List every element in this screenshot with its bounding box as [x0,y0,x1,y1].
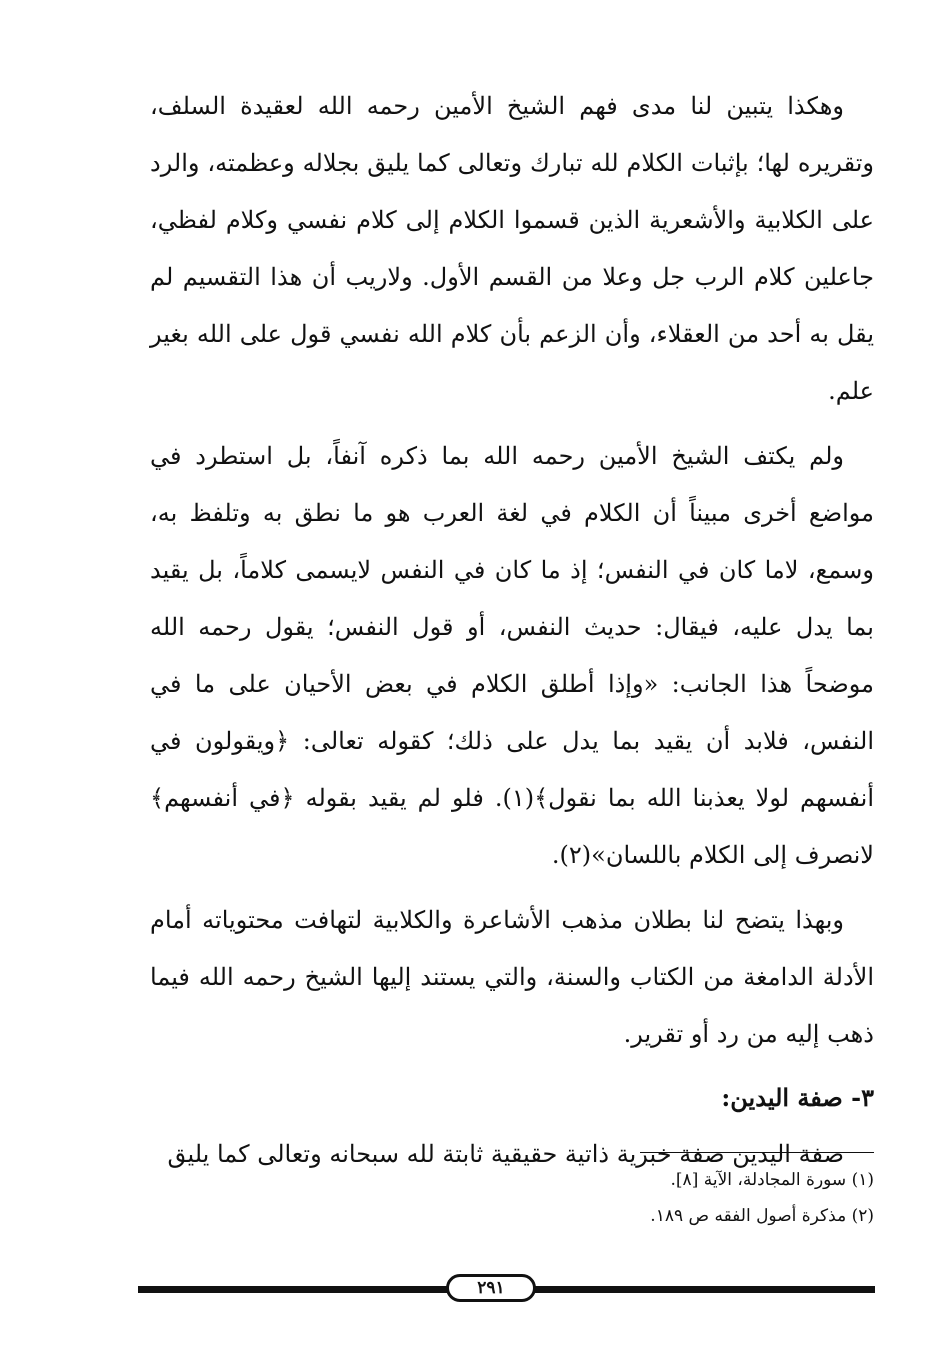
main-text [150,78,874,1183]
section-heading: ٣- صفة اليدين: [721,1083,874,1112]
footnote-2: (٢) مذكرة أصول الفقه ص ١٨٩. [650,1206,874,1226]
paragraph-1: وهكذا يتبين لنا مدى فهم الشيخ الأمين رحمه الله لعقيدة السلف، وتقريره لها؛ بإثبات الكلام لله تبارك وتعالى كما يليق بجلاله وعظمته، والرد على الكلابية والأشعرية الذين قسموا الكلام إلى كلام نفسي وكلام لفظي، جاعلين كلام الرب جل وعلا من القسم الأول. ولاريب أن هذا التقسيم لم يقل به أحد من العقلاء، وأن الزعم بأن كلام الله نفسي قول على الله بغير علم. [150,92,874,405]
bottom-rule-right [530,1286,875,1293]
paragraph-4: صفة اليدين صفة خبرية ذاتية حقيقية ثابتة لله سبحانه وتعالى كما يليق [167,1140,844,1168]
paragraph-2: ولم يكتف الشيخ الأمين رحمه الله بما ذكره آنفاً، بل استطرد في مواضع أخرى مبيناً أن الكلام في لغة العرب هو ما نطق به وتلفظ به، وسمع، لاما كان في النفس؛ إذ ما كان في النفس لايسمى كلاماً، بل يقيد بما يدل عليه، فيقال: حديث النفس، أو قول النفس؛ يقول رحمه الله موضحاً هذا الجانب: «وإذا أطلق الكلام في بعض الأحيان على ما في النفس، فلابد أن يقيد بما يدل على ذلك؛ كقوله تعالى: ﴿ويقولون في أنفسهم لولا يعذبنا الله بما نقول﴾(١). فلو لم يقيد بقوله ﴿في أنفسهم﴾ لانصرف إلى الكلام باللسان»(٢). [150,442,875,869]
paragraph-3: وبهذا يتضح لنا بطلان مذهب الأشاعرة والكلابية لتهافت محتوياته أمام الأدلة الدامغة من الكتاب والسنة، والتي يستند إليها الشيخ رحمه الله فيما ذهب إليه من رد أو تقرير. [150,906,874,1048]
footnote-separator [640,1152,874,1153]
footnotes [450,1162,874,1234]
bottom-rule-left [138,1286,454,1293]
page-number: ٢٩١ [446,1274,536,1302]
footnote-1: (١) سورة المجادلة، الآية [٨]. [670,1170,874,1190]
